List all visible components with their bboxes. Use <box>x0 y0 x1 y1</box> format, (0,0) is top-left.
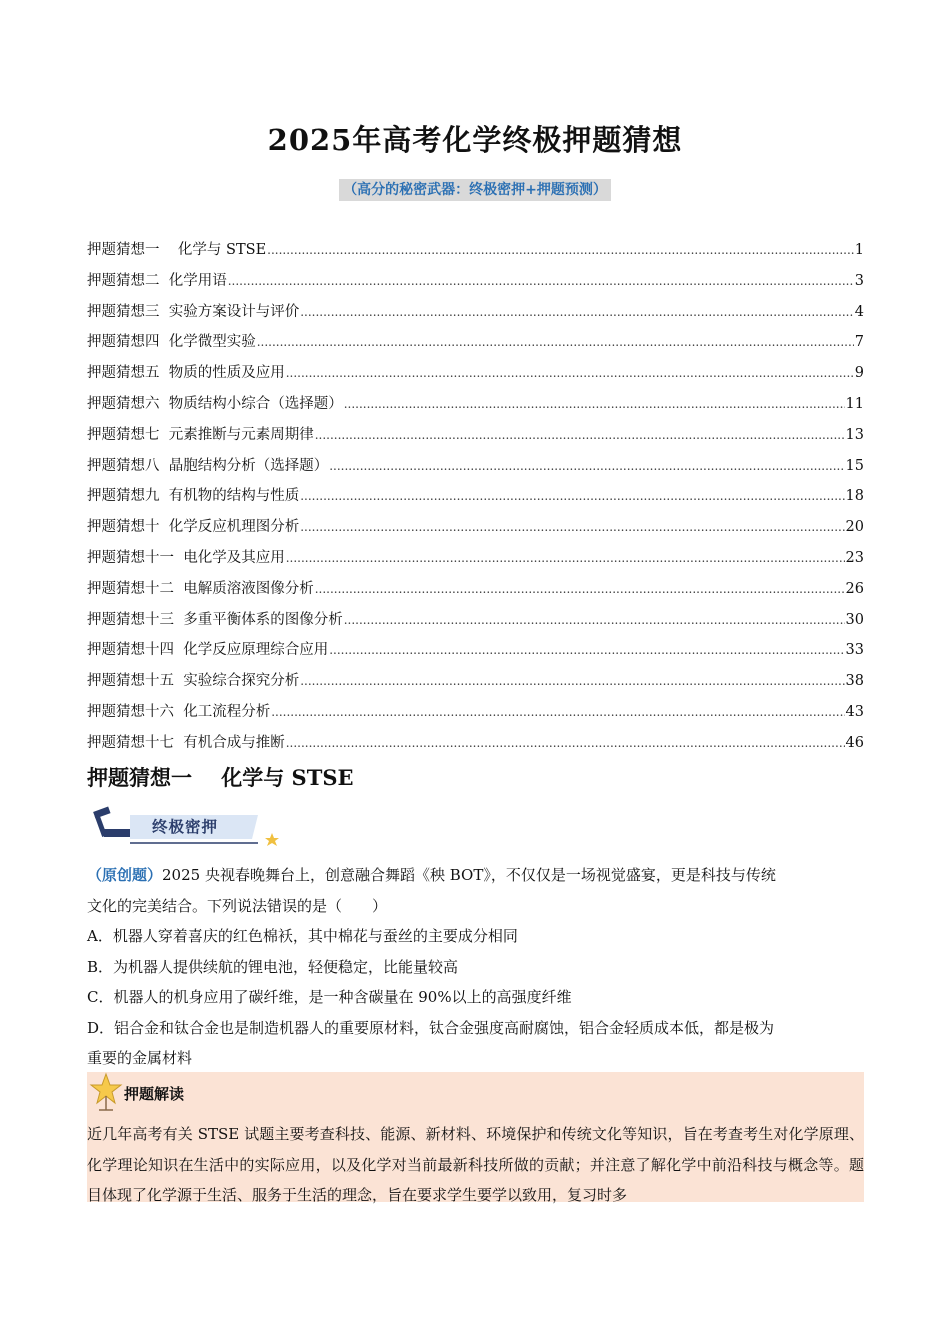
toc-entry-label: 押题猜想十七 有机合成与推断 <box>87 734 285 751</box>
toc-entry-label: 押题猜想三 实验方案设计与评价 <box>87 303 300 320</box>
toc-entry-label: 押题猜想七 元素推断与元素周期律 <box>87 426 314 443</box>
toc-entry-label: 押题猜想十二 电解质溶液图像分析 <box>87 580 314 597</box>
toc-leader-dots <box>315 420 845 451</box>
toc-entry-page: 9 <box>854 365 864 382</box>
toc-entry-page: 13 <box>845 426 864 443</box>
toc-leader-dots <box>228 266 854 297</box>
toc-leader-dots <box>286 358 854 389</box>
analysis-body: 近几年高考有关 STSE 试题主要考查科技、能源、新材料、环境保护和传统文化等知识，旨在考查考生对化学原理、化学理论知识在生活中的实际应用，以及化学对当前最新科技所做的贡献；并注意了解化学中前沿科技与概念等。题目体现了化学源于生活、服务于生活的理念，旨在要求学生要学以致用，复习时多 <box>87 1125 864 1204</box>
toc-leader-dots <box>286 543 845 574</box>
toc-entry-label: 押题猜想十五 实验综合探究分析 <box>87 673 300 690</box>
question-stem-line2: 文化的完美结合。下列说法错误的是（ ） <box>87 896 388 915</box>
toc-leader-dots <box>300 512 844 543</box>
toc-entry-page: 43 <box>845 703 864 720</box>
toc-entry-page: 1 <box>854 242 864 258</box>
option-d-line2: 重要的金属材料 <box>87 1049 193 1067</box>
gavel-icon <box>93 807 130 837</box>
toc-entry-label: 押题猜想四 化学微型实验 <box>87 334 256 351</box>
toc-entry[interactable] <box>87 512 864 543</box>
toc-entry[interactable] <box>87 297 864 328</box>
toc-entry-label: 押题猜想十一 电化学及其应用 <box>87 549 285 566</box>
toc-leader-dots <box>344 605 845 636</box>
toc-entry-label: 押题猜想二 化学用语 <box>87 272 227 289</box>
toc-entry-label: 押题猜想十 化学反应机理图分析 <box>87 519 300 536</box>
toc-entry-page: 20 <box>845 519 864 536</box>
document-title: 2025年高考化学终极押题猜想 <box>267 123 683 157</box>
toc-entry-page: 26 <box>845 580 864 597</box>
analysis-box <box>87 1072 864 1202</box>
toc-entry[interactable] <box>87 389 864 420</box>
question-tag: （原创题） <box>87 866 163 884</box>
star-pin-icon <box>89 1072 123 1116</box>
toc-leader-dots <box>300 297 854 328</box>
toc-entry[interactable] <box>87 728 864 759</box>
toc-entry-label: 押题猜想一 化学与 STSE <box>87 242 267 258</box>
toc-entry-label: 押题猜想五 物质的性质及应用 <box>87 365 285 382</box>
toc-leader-dots <box>286 728 845 759</box>
option-a: A．机器人穿着喜庆的红色棉袄，其中棉花与蚕丝的主要成分相同 <box>87 927 518 945</box>
toc-entry[interactable] <box>87 574 864 605</box>
question-stem-line1 <box>87 860 863 891</box>
document-subtitle: （高分的秘密武器：终极密押+押题预测） <box>339 179 611 201</box>
toc-entry-label: 押题猜想六 物质结构小综合（选择题） <box>87 395 343 412</box>
toc-entry[interactable] <box>87 605 864 636</box>
option-d-line1: D．铝合金和钛合金也是制造机器人的重要原材料，钛合金强度高耐腐蚀，铝合金轻质成本低，都是极为 <box>87 1018 775 1037</box>
toc-entry-page: 3 <box>854 272 864 289</box>
toc-leader-dots <box>271 697 844 728</box>
toc-entry-page: 38 <box>845 673 864 690</box>
toc-entry[interactable] <box>87 451 864 482</box>
question-block <box>87 860 863 1074</box>
analysis-header <box>87 1072 864 1116</box>
toc-entry-label: 押题猜想十三 多重平衡体系的图像分析 <box>87 611 343 628</box>
toc-entry-page: 15 <box>845 457 864 474</box>
toc-entry[interactable] <box>87 358 864 389</box>
subtitle-container <box>0 179 950 201</box>
toc-leader-dots <box>300 481 844 512</box>
toc-leader-dots <box>267 235 854 266</box>
star-icon <box>265 833 279 846</box>
toc-leader-dots <box>315 574 845 605</box>
toc-entry[interactable] <box>87 666 864 697</box>
toc-entry-label: 押题猜想十四 化学反应原理综合应用 <box>87 642 329 659</box>
toc-entry-page: 11 <box>845 395 864 412</box>
toc-entry[interactable] <box>87 327 864 358</box>
toc-entry[interactable] <box>87 543 864 574</box>
toc-leader-dots <box>300 666 844 697</box>
toc-entry-page: 4 <box>854 303 864 320</box>
analysis-title: 押题解读 <box>124 1085 185 1103</box>
toc-entry-page: 33 <box>845 642 864 659</box>
toc-entry-label: 押题猜想九 有机物的结构与性质 <box>87 488 300 505</box>
toc-leader-dots <box>257 327 854 358</box>
toc-entry[interactable] <box>87 420 864 451</box>
option-b: B．为机器人提供续航的锂电池，轻便稳定，比能量较高 <box>87 957 459 976</box>
toc-entry-page: 7 <box>854 334 864 351</box>
table-of-contents <box>87 235 864 759</box>
toc-leader-dots <box>344 389 845 420</box>
toc-leader-dots <box>329 451 844 482</box>
toc-entry[interactable] <box>87 481 864 512</box>
toc-entry-page: 23 <box>845 549 864 566</box>
banner-label: 终极密押 <box>152 818 219 836</box>
toc-entry-label: 押题猜想八 晶胞结构分析（选择题） <box>87 457 329 474</box>
toc-entry[interactable] <box>87 235 864 266</box>
toc-entry-page: 46 <box>845 734 864 751</box>
question-stem-text: 2025 央视春晚舞台上，创意融合舞蹈《秧 BOT》，不仅仅是一场视觉盛宴，更是科技与传统 <box>162 866 776 884</box>
option-c: C．机器人的机身应用了碳纤维，是一种含碳量在 90%以上的高强度纤维 <box>87 988 572 1006</box>
toc-entry-page: 18 <box>845 488 864 505</box>
toc-entry[interactable] <box>87 266 864 297</box>
toc-leader-dots <box>329 635 844 666</box>
toc-entry[interactable] <box>87 635 864 666</box>
toc-entry-label: 押题猜想十六 化工流程分析 <box>87 703 271 720</box>
toc-entry-page: 30 <box>845 611 864 628</box>
toc-entry[interactable] <box>87 697 864 728</box>
section-heading: 押题猜想一 化学与 STSE <box>87 765 354 790</box>
